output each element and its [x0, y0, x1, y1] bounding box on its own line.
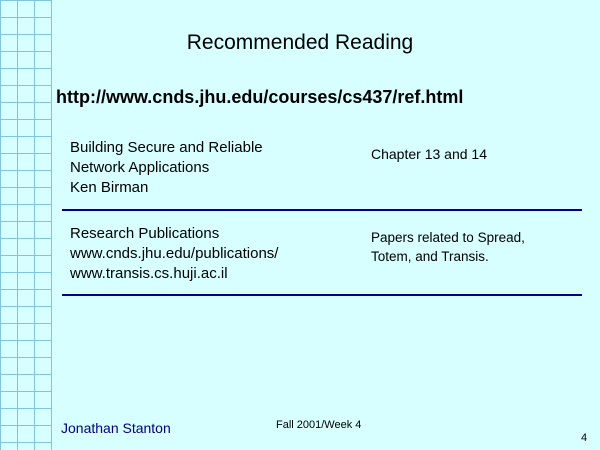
book-chapters: Chapter 13 and 14: [371, 146, 487, 162]
divider-rule: [62, 294, 582, 296]
book-reference: [70, 138, 263, 198]
book-author: Ken Birman: [70, 179, 149, 196]
page-number: 4: [581, 432, 588, 444]
research-note-line-2: Totem, and Transis.: [371, 249, 489, 264]
research-note-line-1: Papers related to Spread,: [371, 230, 525, 245]
research-link-cnds: www.cnds.jhu.edu/publications/: [70, 245, 279, 262]
book-title-line-1: Building Secure and Reliable: [70, 139, 263, 156]
reference-url: http://www.cnds.jhu.edu/courses/cs437/ref.html: [56, 87, 464, 107]
research-reference: [70, 224, 278, 284]
slide-title: Recommended Reading: [186, 31, 414, 54]
research-link-transis: www.transis.cs.huji.ac.il: [70, 265, 228, 282]
decorative-grid: [0, 0, 52, 450]
footer-author: Jonathan Stanton: [61, 420, 171, 436]
divider-rule: [62, 209, 582, 211]
book-title-line-2: Network Applications: [70, 159, 210, 176]
research-heading: Research Publications: [70, 225, 220, 242]
footer-date: Fall 2001/Week 4: [276, 419, 362, 431]
research-note: [371, 228, 525, 266]
